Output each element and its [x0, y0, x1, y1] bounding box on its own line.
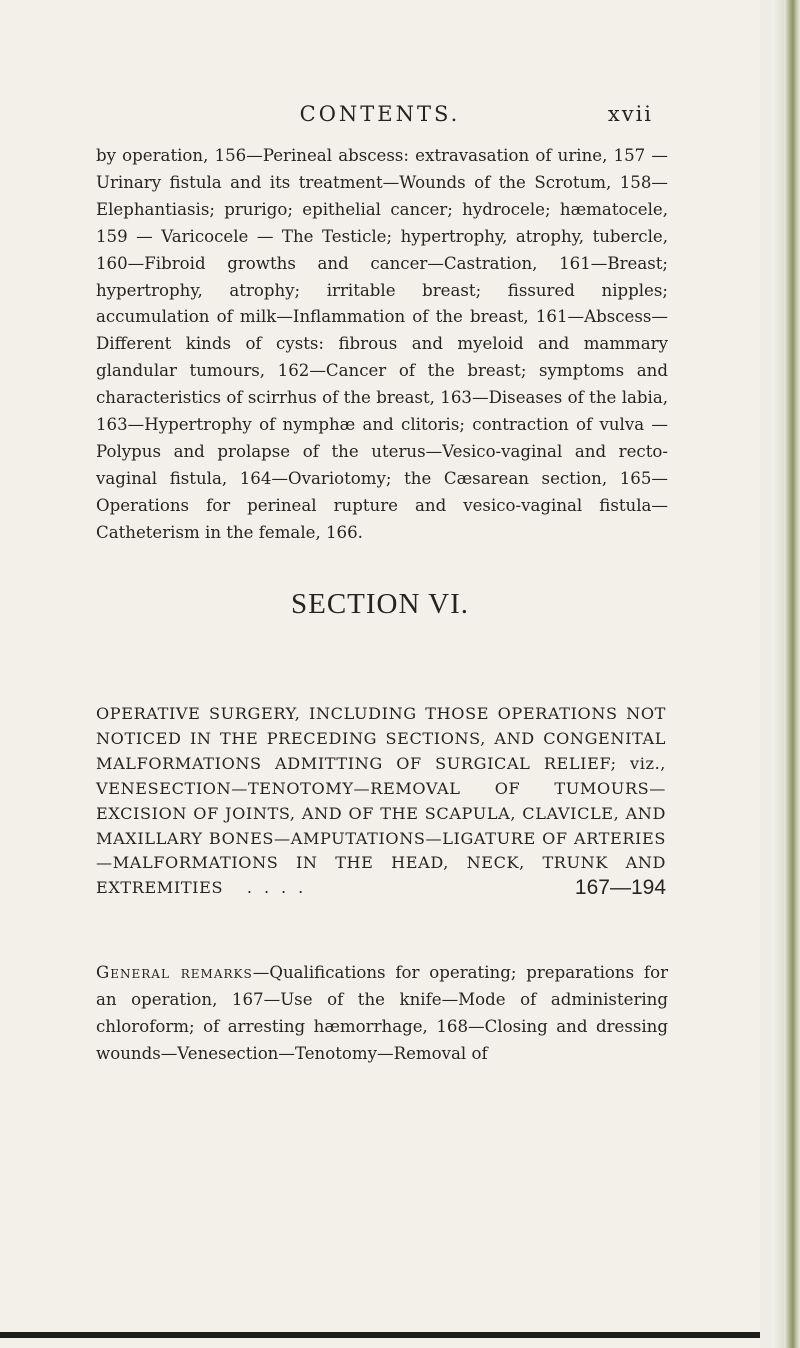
bottom-rule [0, 1332, 760, 1338]
book-binding-edge [784, 0, 800, 1348]
section-summary [96, 702, 666, 901]
section-page-range: 167—194 [574, 876, 666, 900]
running-head: CONTENTS. [299, 102, 461, 126]
leader-dots: .... [246, 878, 316, 898]
page-number: xvii [607, 102, 653, 126]
general-remarks-paragraph [96, 960, 668, 1068]
section-summary-text: OPERATIVE SURGERY, INCLUDING THOSE OPERATIONS NOT NOTICED IN THE PRECEDING SECTIONS, AND CONGENITAL MALFORMATIONS ADMITTING OF SURGICAL RELIEF; viz., VENESECTION—TENOTOMY—REMOVAL OF TUMOURS—EXCISION OF JOINTS, AND OF THE SCAPULA, CLAVICLE, AND MAXILLARY BONES—AMPUTATIONS—LIGATURE OF ARTERIES—MALFORMATIONS IN THE HEAD, NECK, TRUNK AND EXTREMITIES [96, 704, 666, 898]
page-gutter-shadow [772, 0, 784, 1348]
previous-section-text: by operation, 156—Perineal abscess: extravasation of urine, 157 —Urinary fistula and its treatment—Wounds of the Scrotum, 158—Elephantiasis; prurigo; epithelial cancer; hydrocele; hæmatocele, 159 — Varicocele — The Testicle; hypertrophy, atrophy, tubercle, 160—Fibroid growths and cancer—Castration, 161—Breast; hypertrophy, atrophy; irritable breast; fissured nipples; accumulation of milk—Inflammation of the breast, 161—Abscess—Different kinds of cysts: fibrous and myeloid and mammary glandular tumours, 162—Cancer of the breast; symptoms and characteristics of scirrhus of the breast, 163—Diseases of the labia, 163—Hypertrophy of nymphæ and clitoris; contraction of vulva — Polypus and prolapse of the uterus—Vesico-vaginal and recto-vaginal fistula, 164—Ovariotomy; the Cæsarean section, 165—Operations for perineal rupture and vesico-vaginal fistula—Catheterism in the female, 166. [96, 146, 668, 542]
page-header [0, 100, 760, 130]
general-remarks-text: —Qualifications for operating; preparations for an operation, 167—Use of the knife—Mode of administering chloroform; of arresting hæmorrhage, 168—Closing and dressing wounds—Venesection—Tenotomy—Removal of [96, 963, 668, 1063]
general-remarks-lead: General remarks [96, 963, 253, 982]
section-title: SECTION VI. [290, 588, 470, 620]
